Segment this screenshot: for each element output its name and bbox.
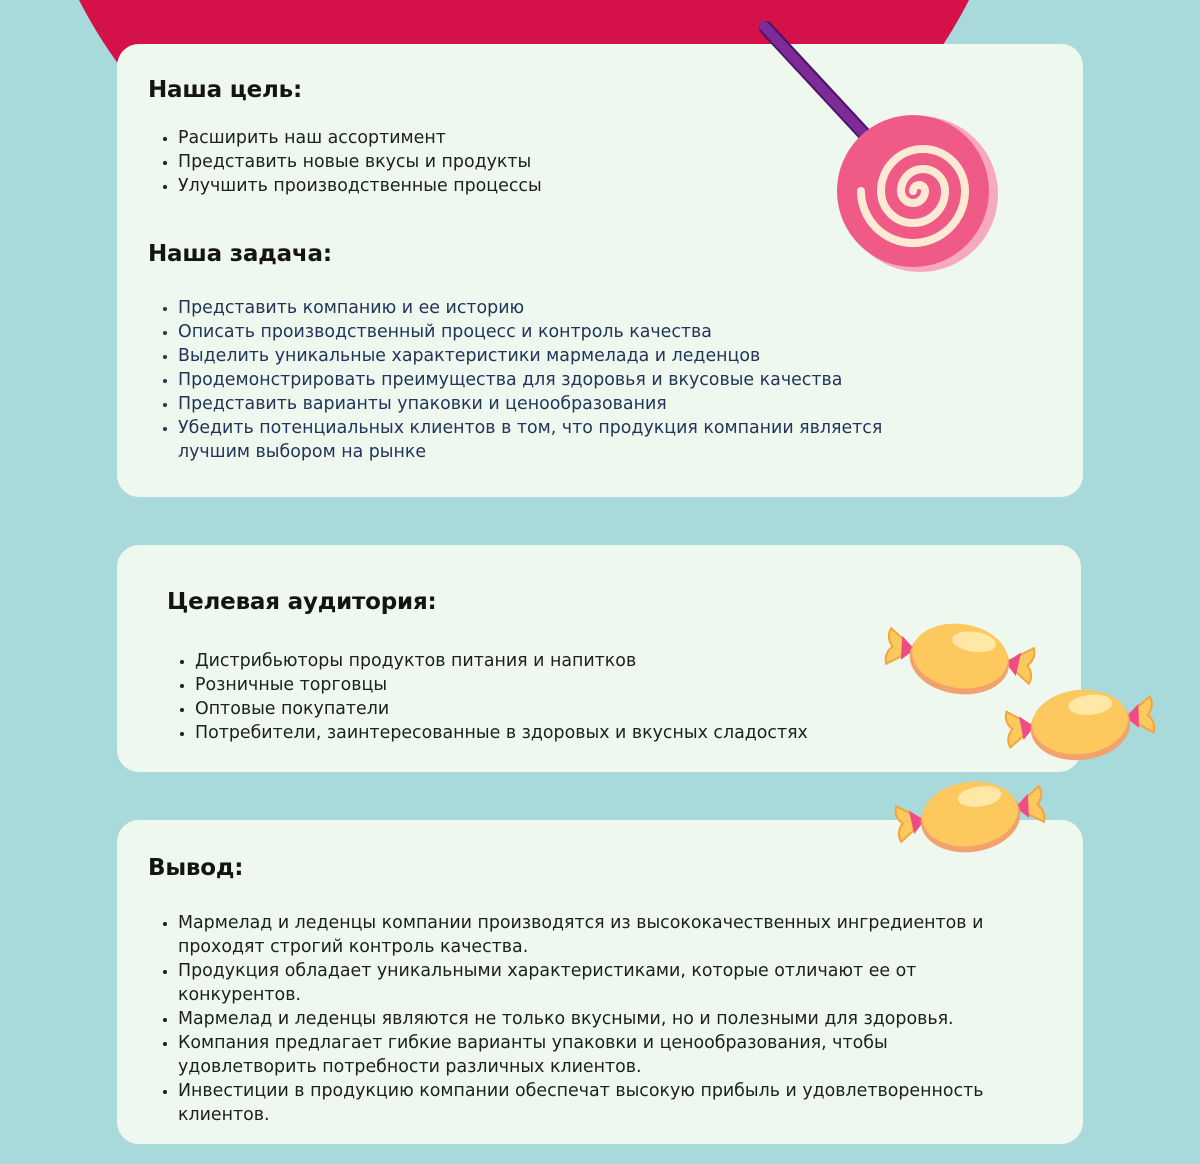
list-item: • Описать производственный процесс и контроль качества — [178, 320, 918, 344]
goal-heading: Наша цель: — [148, 77, 302, 103]
list-item: • Инвестиции в продукцию компании обеспечат высокую прибыль и удовлетворенность клиентов. — [178, 1079, 988, 1127]
list-item: • Потребители, заинтересованные в здоровых и вкусных сладостях — [195, 721, 895, 745]
lollipop-icon — [750, 14, 1010, 274]
list-item: • Мармелад и леденцы являются не только вкусными, но и полезными для здоровья. — [178, 1007, 988, 1031]
list-item: • Продемонстрировать преимущества для здоровья и вкусовые качества — [178, 368, 918, 392]
conclusion-list — [148, 911, 988, 1127]
list-item: • Оптовые покупатели — [195, 697, 895, 721]
audience-heading: Целевая аудитория: — [167, 589, 437, 615]
list-item: • Улучшить производственные процессы — [178, 174, 878, 198]
conclusion-card — [117, 820, 1083, 1144]
candy-icon — [890, 766, 1050, 862]
list-item: • Мармелад и леденцы компании производятся из высококачественных ингредиентов и проходят строгий контроль качества. — [178, 911, 988, 959]
list-item: • Продукция обладает уникальными характеристиками, которые отличают ее от конкурентов. — [178, 959, 988, 1007]
list-item: • Компания предлагает гибкие варианты упаковки и ценообразования, чтобы удовлетворить потребности различных клиентов. — [178, 1031, 988, 1079]
list-item: • Убедить потенциальных клиентов в том, что продукция компании является лучшим выбором на рынке — [178, 416, 918, 464]
list-item: • Выделить уникальные характеристики мармелада и леденцов — [178, 344, 918, 368]
task-list — [148, 296, 918, 464]
list-item: • Представить компанию и ее историю — [178, 296, 918, 320]
candy-icon — [1000, 674, 1160, 770]
list-item: • Дистрибьюторы продуктов питания и напитков — [195, 649, 895, 673]
task-heading: Наша задача: — [148, 241, 332, 267]
list-item: • Расширить наш ассортимент — [178, 126, 878, 150]
audience-list — [165, 649, 895, 745]
list-item: • Представить варианты упаковки и ценообразования — [178, 392, 918, 416]
conclusion-heading: Вывод: — [148, 855, 244, 881]
list-item: • Розничные торговцы — [195, 673, 895, 697]
list-item: • Представить новые вкусы и продукты — [178, 150, 878, 174]
